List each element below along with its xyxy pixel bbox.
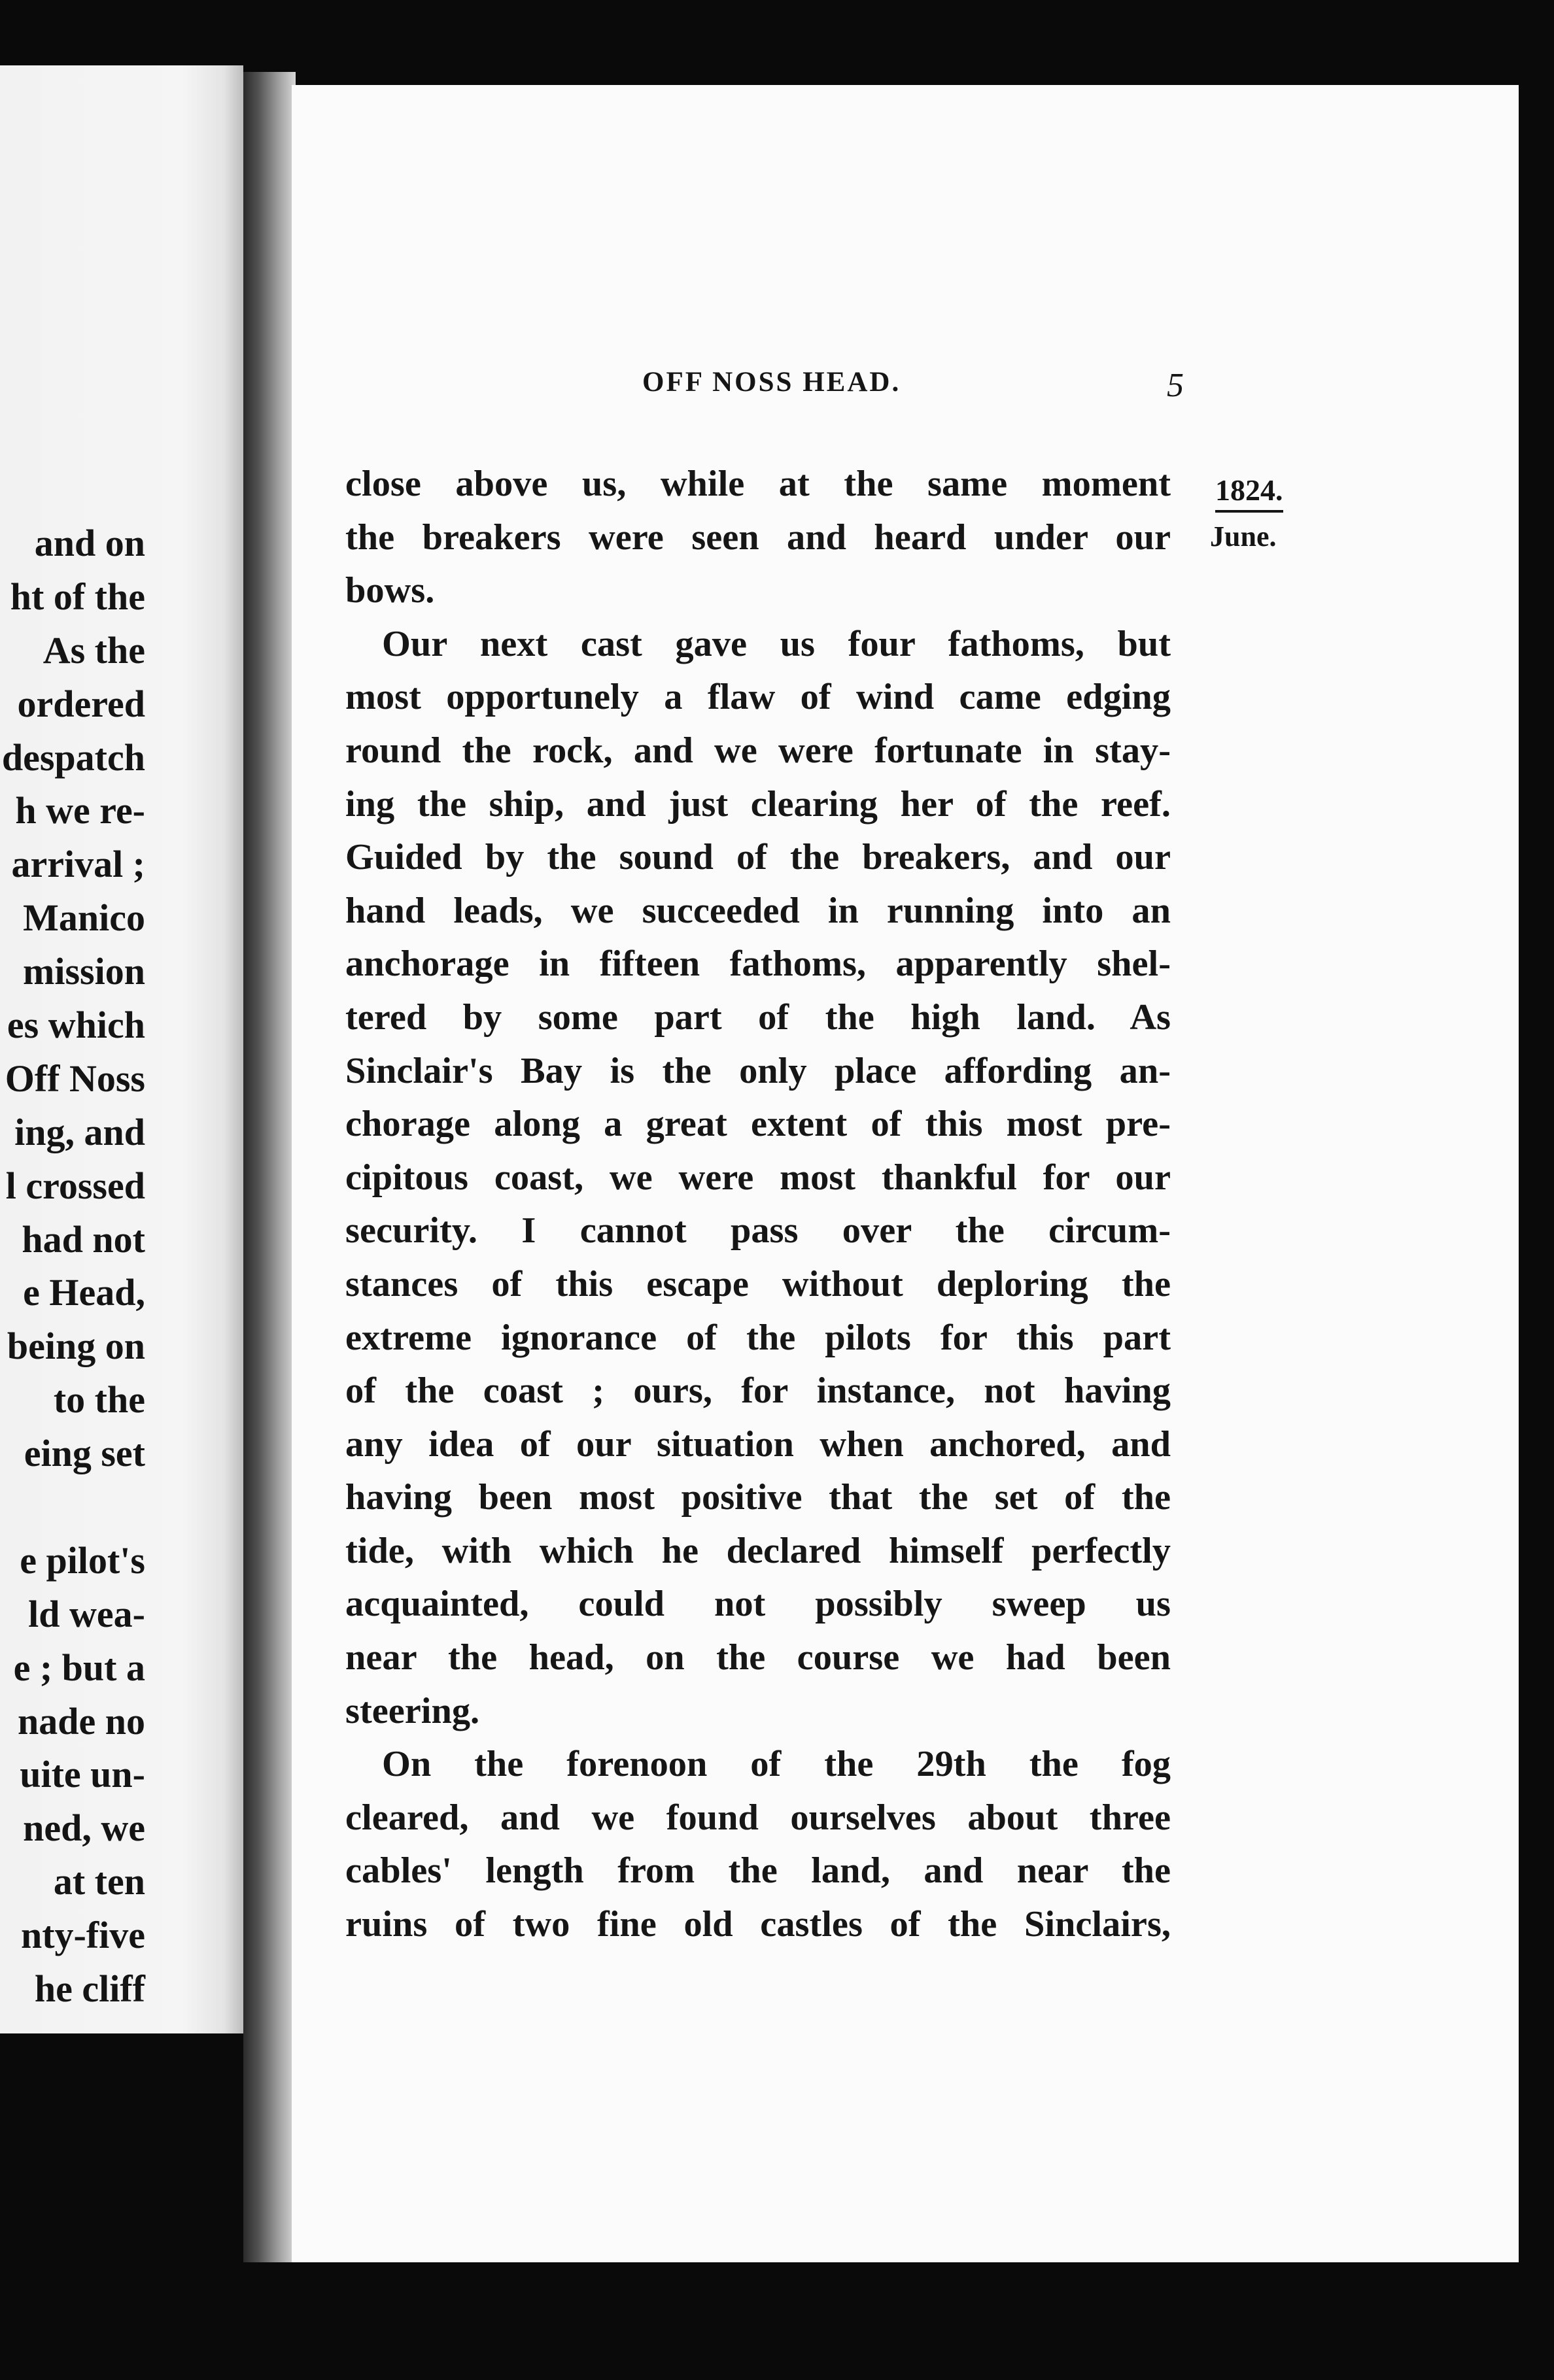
text-line: near the head, on the course we had been — [345, 1637, 1171, 1678]
text-line: stances of this escape without deploring the — [345, 1263, 1171, 1304]
left-line: As the — [43, 628, 145, 672]
left-line: ht of the — [10, 575, 145, 618]
text-line: ing the ship, and just clearing her of the reef. — [345, 783, 1171, 824]
left-line: nade no — [17, 1699, 145, 1742]
text-line: round the rock, and we were fortunate in stay- — [345, 730, 1171, 771]
left-line: eing set — [24, 1432, 145, 1475]
text-line: the breakers were seen and heard under our — [345, 517, 1171, 558]
margin-year: 1824. — [1215, 471, 1283, 513]
left-line: at ten — [53, 1860, 145, 1903]
left-line: despatch — [1, 736, 145, 779]
left-line: and on — [34, 522, 145, 564]
left-line: he cliff — [34, 1967, 145, 2011]
left-line: mission — [23, 950, 145, 993]
left-line: ordered — [17, 682, 145, 725]
left-page-text — [0, 517, 145, 2016]
text-line: On the forenoon of the 29th the fog — [382, 1744, 1171, 1785]
left-line: had not — [22, 1217, 145, 1261]
left-line: e ; but a — [13, 1646, 145, 1689]
text-line: any idea of our situation when anchored, and — [345, 1423, 1171, 1465]
left-line: h we re- — [15, 789, 145, 832]
text-line: acquainted, could not possibly sweep us — [345, 1584, 1171, 1625]
left-line: e Head, — [23, 1271, 145, 1314]
running-head: OFF NOSS HEAD. — [642, 367, 901, 398]
body-text — [345, 458, 1171, 1952]
left-line: to the — [53, 1378, 145, 1421]
text-line: anchorage in fifteen fathoms, apparently shel- — [345, 944, 1171, 985]
text-line: steering. — [345, 1690, 480, 1731]
left-line: being on — [7, 1325, 145, 1368]
text-line: cables' length from the land, and near the — [345, 1850, 1171, 1892]
text-line: security. I cannot pass over the circum- — [345, 1210, 1171, 1251]
text-line: cleared, and we found ourselves about three — [345, 1797, 1171, 1838]
left-line: e pilot's — [20, 1538, 145, 1582]
left-line: arrival ; — [11, 843, 145, 886]
text-line: hand leads, we succeeded in running into an — [345, 890, 1171, 931]
text-line: cipitous coast, we were most thankful for our — [345, 1157, 1171, 1198]
text-line: tered by some part of the high land. As — [345, 996, 1171, 1038]
left-line: uite un- — [20, 1753, 145, 1796]
text-line: most opportunely a flaw of wind came edging — [345, 677, 1171, 718]
book-gutter — [243, 72, 296, 2262]
left-line — [0, 1480, 145, 1534]
text-line: extreme ignorance of the pilots for this part — [345, 1317, 1171, 1358]
text-line: ruins of two fine old castles of the Sinclairs, — [345, 1904, 1171, 1945]
text-line: tide, with which he declared himself perfectly — [345, 1530, 1171, 1571]
left-line: ld wea- — [28, 1592, 145, 1635]
page-number: 5 — [1167, 367, 1184, 404]
margin-month: June. — [1210, 520, 1277, 552]
text-line: Sinclair's Bay is the only place affording an- — [345, 1050, 1171, 1091]
left-page — [0, 65, 243, 2033]
text-line: bows. — [345, 570, 435, 611]
left-line: ing, and — [14, 1110, 145, 1153]
left-line: nty-five — [20, 1914, 145, 1957]
text-line: close above us, while at the same moment — [345, 464, 1171, 504]
text-line: chorage along a great extent of this most pre- — [345, 1104, 1171, 1145]
left-line: ned, we — [23, 1807, 145, 1850]
text-line: Our next cast gave us four fathoms, but — [382, 623, 1171, 664]
text-line: having been most positive that the set of the — [345, 1477, 1171, 1518]
text-line: Guided by the sound of the breakers, and our — [345, 837, 1171, 878]
left-line: Off Noss — [5, 1057, 145, 1100]
left-line: Manico — [23, 896, 145, 940]
left-line: es which — [7, 1004, 145, 1047]
text-line: of the coast ; ours, for instance, not having — [345, 1370, 1171, 1412]
left-line: l crossed — [5, 1164, 145, 1207]
